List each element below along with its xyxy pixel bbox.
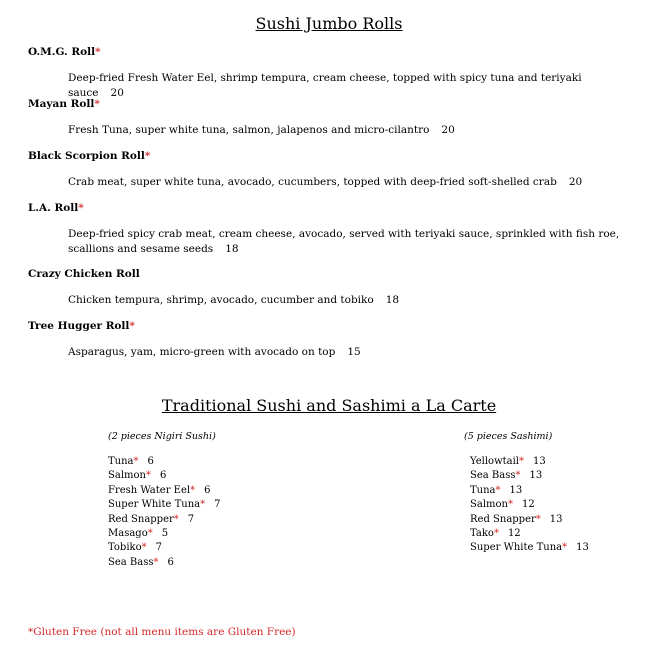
list-item (108, 541, 221, 555)
item-name: Red Snapper (108, 513, 174, 525)
roll-price: 15 (347, 346, 361, 358)
item-price: 13 (549, 513, 563, 525)
section-title-jumbo-rolls: Sushi Jumbo Rolls (255, 14, 403, 33)
nigiri-list (108, 455, 221, 570)
item-price: 13 (529, 470, 543, 482)
gluten-free-marker: * (190, 484, 196, 496)
item-name: Salmon (108, 470, 146, 482)
roll-name-text: Black Scorpion Roll (28, 150, 145, 162)
roll-description (68, 293, 638, 308)
item-name: Sea Bass (108, 556, 154, 568)
item-price: 6 (167, 556, 174, 568)
gluten-free-marker: * (562, 542, 568, 554)
roll-name (28, 202, 84, 214)
roll-name (28, 46, 101, 58)
list-item (470, 541, 589, 555)
roll-name-text: Mayan Roll (28, 98, 95, 110)
gluten-free-marker: * (495, 484, 501, 496)
gluten-free-marker: * (147, 527, 153, 539)
roll-name (28, 150, 150, 162)
roll-name-text: Tree Hugger Roll (28, 320, 130, 332)
item-price: 7 (214, 499, 221, 511)
gluten-free-marker: * (519, 456, 525, 467)
item-name: Masago (108, 527, 148, 539)
item-price: 6 (159, 470, 167, 482)
roll-description (68, 123, 638, 138)
item-name: Salmon (470, 499, 508, 511)
gluten-free-marker: * (144, 150, 151, 162)
gluten-free-marker: * (78, 202, 84, 214)
gluten-free-marker: * (95, 46, 101, 58)
list-item (470, 527, 589, 541)
roll-price: 18 (225, 243, 239, 255)
gluten-free-marker: * (535, 513, 541, 525)
list-item (470, 498, 589, 512)
gluten-free-marker: * (153, 556, 159, 568)
item-name: Tuna (470, 484, 496, 496)
roll-description-text: Deep-fried spicy crab meat, cream cheese, avocado, served with teriyaki sauce, sprinkled with fish roe, scallions and sesame seeds (68, 228, 620, 255)
list-item (470, 513, 589, 527)
item-name: Red Snapper (470, 513, 536, 525)
list-item (470, 469, 589, 483)
roll-name-text: Crazy Chicken Roll (28, 268, 140, 280)
roll-description-text: Deep-fried Fresh Water Eel, shrimp tempura, cream cheese, topped with spicy tuna and teriyaki sauce (68, 72, 582, 99)
roll-name-text: L.A. Roll (28, 202, 79, 214)
roll-price: 20 (568, 176, 583, 188)
list-item (108, 484, 221, 498)
sashimi-list (470, 455, 589, 556)
roll-name (28, 98, 100, 110)
gluten-free-marker: * (133, 456, 139, 467)
item-price: 7 (155, 542, 162, 554)
roll-name (28, 268, 140, 280)
gluten-free-marker: * (145, 470, 151, 482)
item-price: 7 (187, 513, 195, 525)
gluten-free-marker: * (141, 542, 147, 554)
item-name: Yellowtail (470, 456, 520, 467)
roll-description (68, 175, 638, 190)
list-item (108, 527, 221, 541)
item-price: 12 (521, 499, 535, 511)
section-title-a-la-carte: Traditional Sushi and Sashimi a La Carte (161, 396, 497, 415)
gluten-free-marker: * (173, 513, 179, 525)
roll-description-text: Fresh Tuna, super white tuna, salmon, jalapenos and micro-cilantro (68, 124, 430, 136)
nigiri-heading: (2 pieces Nigiri Sushi) (108, 431, 216, 442)
gluten-free-marker: * (515, 470, 521, 482)
item-price: 13 (533, 456, 546, 467)
item-price: 6 (204, 484, 211, 496)
item-price: 12 (507, 527, 521, 539)
roll-description (68, 71, 638, 101)
roll-description (68, 227, 638, 257)
gluten-free-marker: * (200, 499, 206, 511)
item-name: Tobiko (108, 542, 142, 554)
roll-description-text: Crab meat, super white tuna, avocado, cucumbers, topped with deep-fried soft-shelled crab (68, 176, 557, 188)
roll-description-text: Asparagus, yam, micro-green with avocado on top (68, 346, 336, 358)
item-price: 5 (161, 527, 169, 539)
item-name: Tuna (108, 456, 134, 467)
item-price: 13 (509, 484, 523, 496)
gluten-free-marker: * (94, 98, 100, 110)
list-item (108, 455, 221, 469)
roll-description (68, 345, 638, 360)
roll-name (28, 320, 135, 332)
roll-price: 20 (441, 124, 455, 136)
list-item (108, 513, 221, 527)
list-item (108, 498, 221, 512)
gluten-free-marker: * (493, 527, 499, 539)
item-name: Tako (470, 527, 494, 539)
gluten-free-footnote: *Gluten Free (not all menu items are Gluten Free) (28, 626, 296, 638)
gluten-free-marker: * (507, 499, 513, 511)
sashimi-heading: (5 pieces Sashimi) (464, 431, 553, 442)
roll-description-text: Chicken tempura, shrimp, avocado, cucumber and tobiko (68, 294, 374, 306)
roll-name-text: O.M.G. Roll (28, 46, 96, 58)
list-item (108, 556, 221, 570)
gluten-free-marker: * (129, 320, 135, 332)
item-name: Fresh Water Eel (108, 484, 191, 496)
list-item (470, 484, 589, 498)
item-name: Super White Tuna (108, 499, 201, 511)
item-name: Sea Bass (470, 470, 516, 482)
item-price: 13 (576, 542, 589, 554)
roll-price: 18 (385, 294, 400, 306)
list-item (108, 469, 221, 483)
item-name: Super White Tuna (470, 542, 563, 554)
list-item (470, 455, 589, 469)
roll-price: 20 (110, 87, 124, 99)
item-price: 6 (147, 456, 154, 467)
